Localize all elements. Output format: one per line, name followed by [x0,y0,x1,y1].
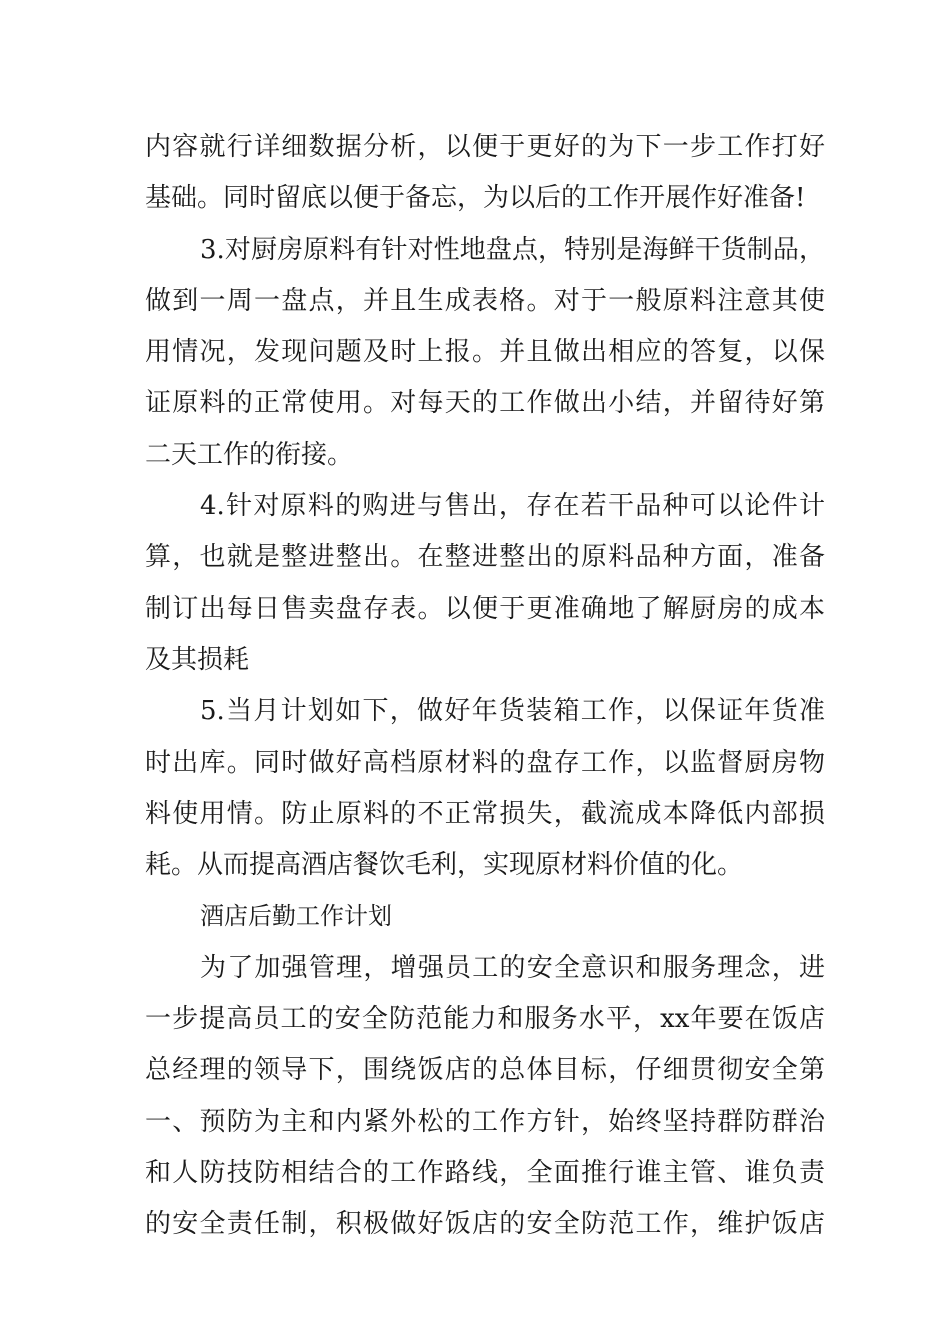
paragraph-line: 制订出每日售卖盘存表。以便于更准确地了解厨房的成本 [145,593,825,624]
paragraph-line: 做到一周一盘点，并且生成表格。对于一般原料注意其使 [145,285,825,316]
paragraph-line: 基础。同时留底以便于备忘，为以后的工作开展作好准备! [145,183,806,214]
paragraph-line: 的安全责任制，积极做好饭店的安全防范工作，维护饭店 [145,1209,825,1240]
paragraph-line: 料使用情。防止原料的不正常损失，截流成本降低内部损 [145,798,825,829]
paragraph-line: 及其损耗 [145,644,250,675]
paragraph-line: 5.当月计划如下，做好年货装箱工作，以保证年货准 [200,696,825,727]
paragraph-line: 一步提高员工的安全防范能力和服务水平，xx年要在饭店 [145,1004,825,1035]
paragraph-line: 4.针对原料的购进与售出，存在若干品种可以论件计 [200,491,825,522]
paragraph-line: 用情况，发现问题及时上报。并且做出相应的答复，以保 [145,337,825,368]
paragraph-line: 时出库。同时做好高档原材料的盘存工作，以监督厨房物 [145,747,825,778]
paragraph-line: 二天工作的衔接。 [145,439,354,470]
section-heading: 酒店后勤工作计划 [200,902,392,931]
paragraph-line: 耗。从而提高酒店餐饮毛利，实现原材料价值的化。 [145,850,744,881]
paragraph-line: 证原料的正常使用。对每天的工作做出小结，并留待好第 [145,388,825,419]
paragraph-line: 内容就行详细数据分析，以便于更好的为下一步工作打好 [145,132,825,162]
paragraph-line: 总经理的领导下，围绕饭店的总体目标，仔细贯彻安全第 [145,1055,825,1086]
document-body [145,122,825,1251]
paragraph-line: 为了加强管理，增强员工的安全意识和服务理念，进 [200,952,825,983]
paragraph-line: 3.对厨房原料有针对性地盘点，特别是海鲜干货制品， [200,234,825,265]
paragraph-line: 和人防技防相结合的工作路线，全面推行谁主管、谁负责 [145,1157,825,1188]
paragraph-line: 一、预防为主和内紧外松的工作方针，始终坚持群防群治 [145,1106,825,1137]
paragraph-line: 算，也就是整进整出。在整进整出的原料品种方面，准备 [145,542,825,573]
